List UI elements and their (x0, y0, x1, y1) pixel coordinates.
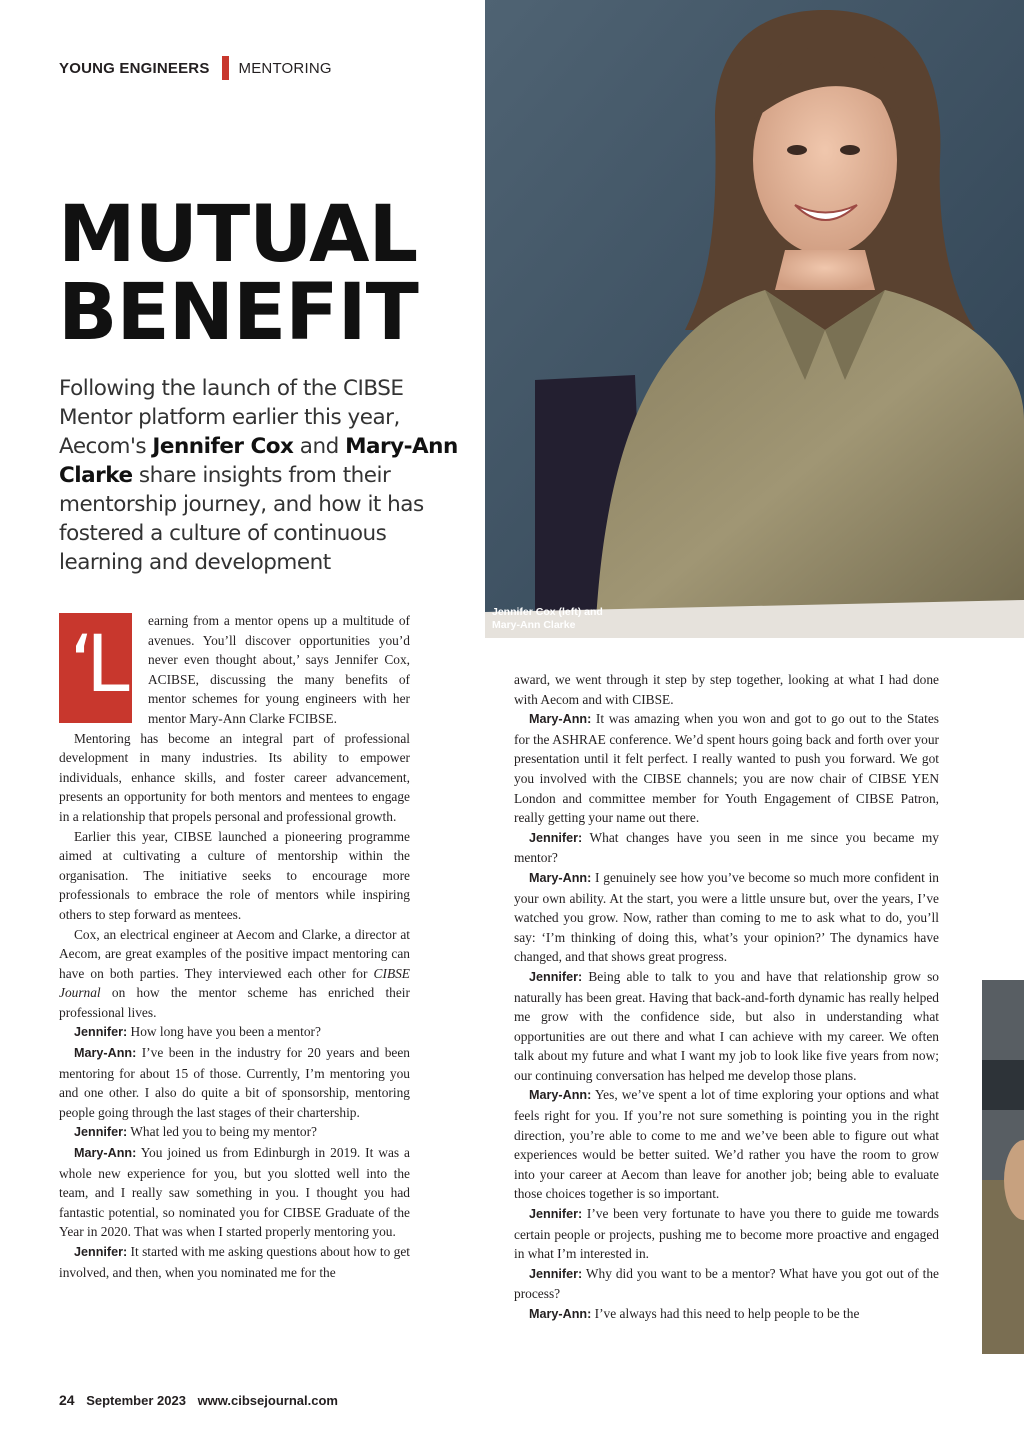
title-line-2: BENEFIT (58, 268, 418, 358)
section-header (59, 56, 332, 80)
article-title (58, 190, 418, 358)
speech-text: Yes, we’ve spent a lot of time exploring your options and what feels right for you. If you’re not sure something is pointing you in the right direction, you’re able to come to me and we’ve been able to figure out what experiences would be better suited. We’d rather you have the room to grow into your career at Aecom than leave for another job; being able to evaluate those choices together is so important. (514, 1087, 939, 1202)
subsection-label: MENTORING (238, 59, 332, 77)
standfirst-text: and (293, 434, 346, 459)
speaker-label: Jennifer: (529, 1266, 583, 1281)
interview-question (514, 967, 939, 1086)
continued-paragraph: award, we went through it step by step together, looking at what I had done with Aecom and with CIBSE. (514, 672, 939, 707)
page-number: 24 (59, 1392, 75, 1408)
portrait-illustration (485, 0, 1024, 638)
speech-text: I’ve been in the industry for 20 years and been mentoring for about 15 of those. Currently, I’m mentoring you and one other. I also do quite a bit of sponsorship, mentoring people going through the last stages of their chartership. (59, 1045, 410, 1120)
interview-answer (59, 1043, 410, 1122)
speaker-label: Jennifer: (74, 1245, 128, 1259)
drop-cap: ‘L (59, 613, 132, 723)
interview-answer (514, 868, 939, 967)
standfirst-name-2: Mary-Ann Clarke (59, 434, 458, 488)
standfirst-name-1: Jennifer Cox (152, 434, 294, 459)
portrait-photo (485, 0, 1024, 638)
speaker-label: Mary-Ann: (529, 1088, 592, 1103)
speaker-label: Mary-Ann: (529, 1307, 592, 1321)
speech-text: I genuinely see how you’ve become so much more confident in your own ability. At the start, you were a little unsure but, over the years, I’ve watched you grow. Now, rather than coming to me to ask what to do, you’ll say: ‘I’m thinking of doing this, what’s your opinion?’ The dynamics have changed, and that shows great progress. (514, 869, 939, 965)
speech-text: It was amazing when you won and got to go out to the States for the ASHRAE conference. We’d spent hours going back and forth over your presentation until it felt perfect. I really wanted to push you forward. We got you involved with the CIBSE channels; you are now chair of CIBSE YEN London and committee member for Youth Engagement of CIBSE Patron, really getting your name out there. (514, 711, 939, 826)
interview-answer (514, 709, 939, 828)
body-paragraph: Mentoring has become an integral part of professional development in many industries. Its ability to empower individuals, enhance skills, and foster career advancement, presents an opportunity for both mentors and mentees to engage in a relationship that propels personal and professional growth. (59, 730, 410, 824)
speech-text: How long have you been a mentor? (127, 1024, 321, 1040)
speech-text: I’ve been very fortunate to have you there to guide me towards certain people or projects, pushing me to become more proactive and engaged in what I’m interested in. (514, 1206, 939, 1262)
intro-paragraph: earning from a mentor opens up a multitude of avenues. You’ll discover opportunities you’d never even thought about,’ says Jennifer Cox, ACIBSE, discussing the many benefits of mentor schemes for young engineers with her mentor Mary-Ann Clarke FCIBSE. (148, 613, 410, 726)
speaker-label: Mary-Ann: (529, 712, 592, 727)
body-paragraph: Earlier this year, CIBSE launched a pioneering programme aimed at cultivating a culture of mentorship within the organisation. The initiative seeks to encourage more professionals to embrace the role of mentors while inspiring others to step forward as mentees. (59, 828, 410, 922)
speech-text: I’ve always had this need to help people to be the (591, 1306, 860, 1321)
speaker-label: Jennifer: (74, 1125, 128, 1140)
speech-text: What led you to being my mentor? (127, 1124, 317, 1140)
speaker-label: Jennifer: (529, 830, 583, 845)
speech-text: What changes have you seen in me since you became my mentor? (514, 829, 939, 866)
interview-question (59, 1122, 410, 1143)
interview-question (514, 828, 939, 868)
interview-answer (514, 1085, 939, 1204)
speaker-label: Mary-Ann: (74, 1146, 137, 1161)
side-photo-crop (982, 980, 1024, 1354)
photo-caption: Jennifer Cox (left) and Mary-Ann Clarke (492, 606, 603, 631)
page-footer (59, 1392, 338, 1408)
speech-text: Being able to talk to you and have that relationship grow so naturally has been great. Having that back-and-forth dynamic has really helped me grow with the confidence side, but also in understanding what opportunities are out there and what I can achieve with my career. We often talk about my future and what I want my job to look like five years from now; our continuing conversation has helped me develop those plans. (514, 968, 939, 1083)
article-column-1 (59, 611, 410, 1282)
website-url: www.cibsejournal.com (197, 1393, 338, 1408)
speaker-label: Mary-Ann: (529, 870, 592, 885)
speech-text: Why did you want to be a mentor? What have you got out of the process? (514, 1265, 939, 1302)
title-line-1: MUTUAL (58, 190, 418, 280)
interview-answer (514, 1304, 939, 1325)
article-column-2 (514, 670, 939, 1325)
interview-question (514, 1204, 939, 1264)
standfirst (59, 374, 459, 577)
speaker-label: Mary-Ann: (74, 1046, 137, 1061)
issue-date: September 2023 (86, 1393, 186, 1408)
section-divider (222, 56, 229, 80)
body-paragraph (59, 925, 410, 1023)
body-text: Cox, an electrical engineer at Aecom and Clarke, a director at Aecom, are great examples of the positive impact mentoring can have on both parties. They interviewed each other for (59, 926, 410, 981)
publication-name: CIBSE Journal (59, 965, 410, 1001)
interview-answer (59, 1143, 410, 1242)
interview-question (514, 1264, 939, 1304)
speech-text: You joined us from Edinburgh in 2019. It was a whole new experience for you, but you slotted well into the team, and I really saw something in you. I thought you had fantastic potential, so nominated you for CIBSE Graduate of the Year in 2020. That was when I started properly mentoring you. (59, 1145, 410, 1240)
speech-text: It started with me asking questions about how to get involved, and then, when you nominated me for the (59, 1244, 410, 1280)
interview-question (59, 1242, 410, 1282)
speaker-label: Jennifer: (529, 969, 583, 984)
side-photo-illustration (982, 980, 1024, 1354)
standfirst-text: Following the launch of the CIBSE Mentor platform earlier this year, Aecom's (59, 376, 404, 459)
standfirst-text: share insights from their mentorship journey, and how it has fostered a culture of continuous learning and development (59, 463, 424, 575)
interview-question (59, 1022, 410, 1043)
body-text: on how the mentor scheme has enriched their professional lives. (59, 985, 410, 1020)
speaker-label: Jennifer: (529, 1207, 583, 1222)
speaker-label: Jennifer: (74, 1025, 128, 1040)
section-label: YOUNG ENGINEERS (59, 59, 210, 77)
